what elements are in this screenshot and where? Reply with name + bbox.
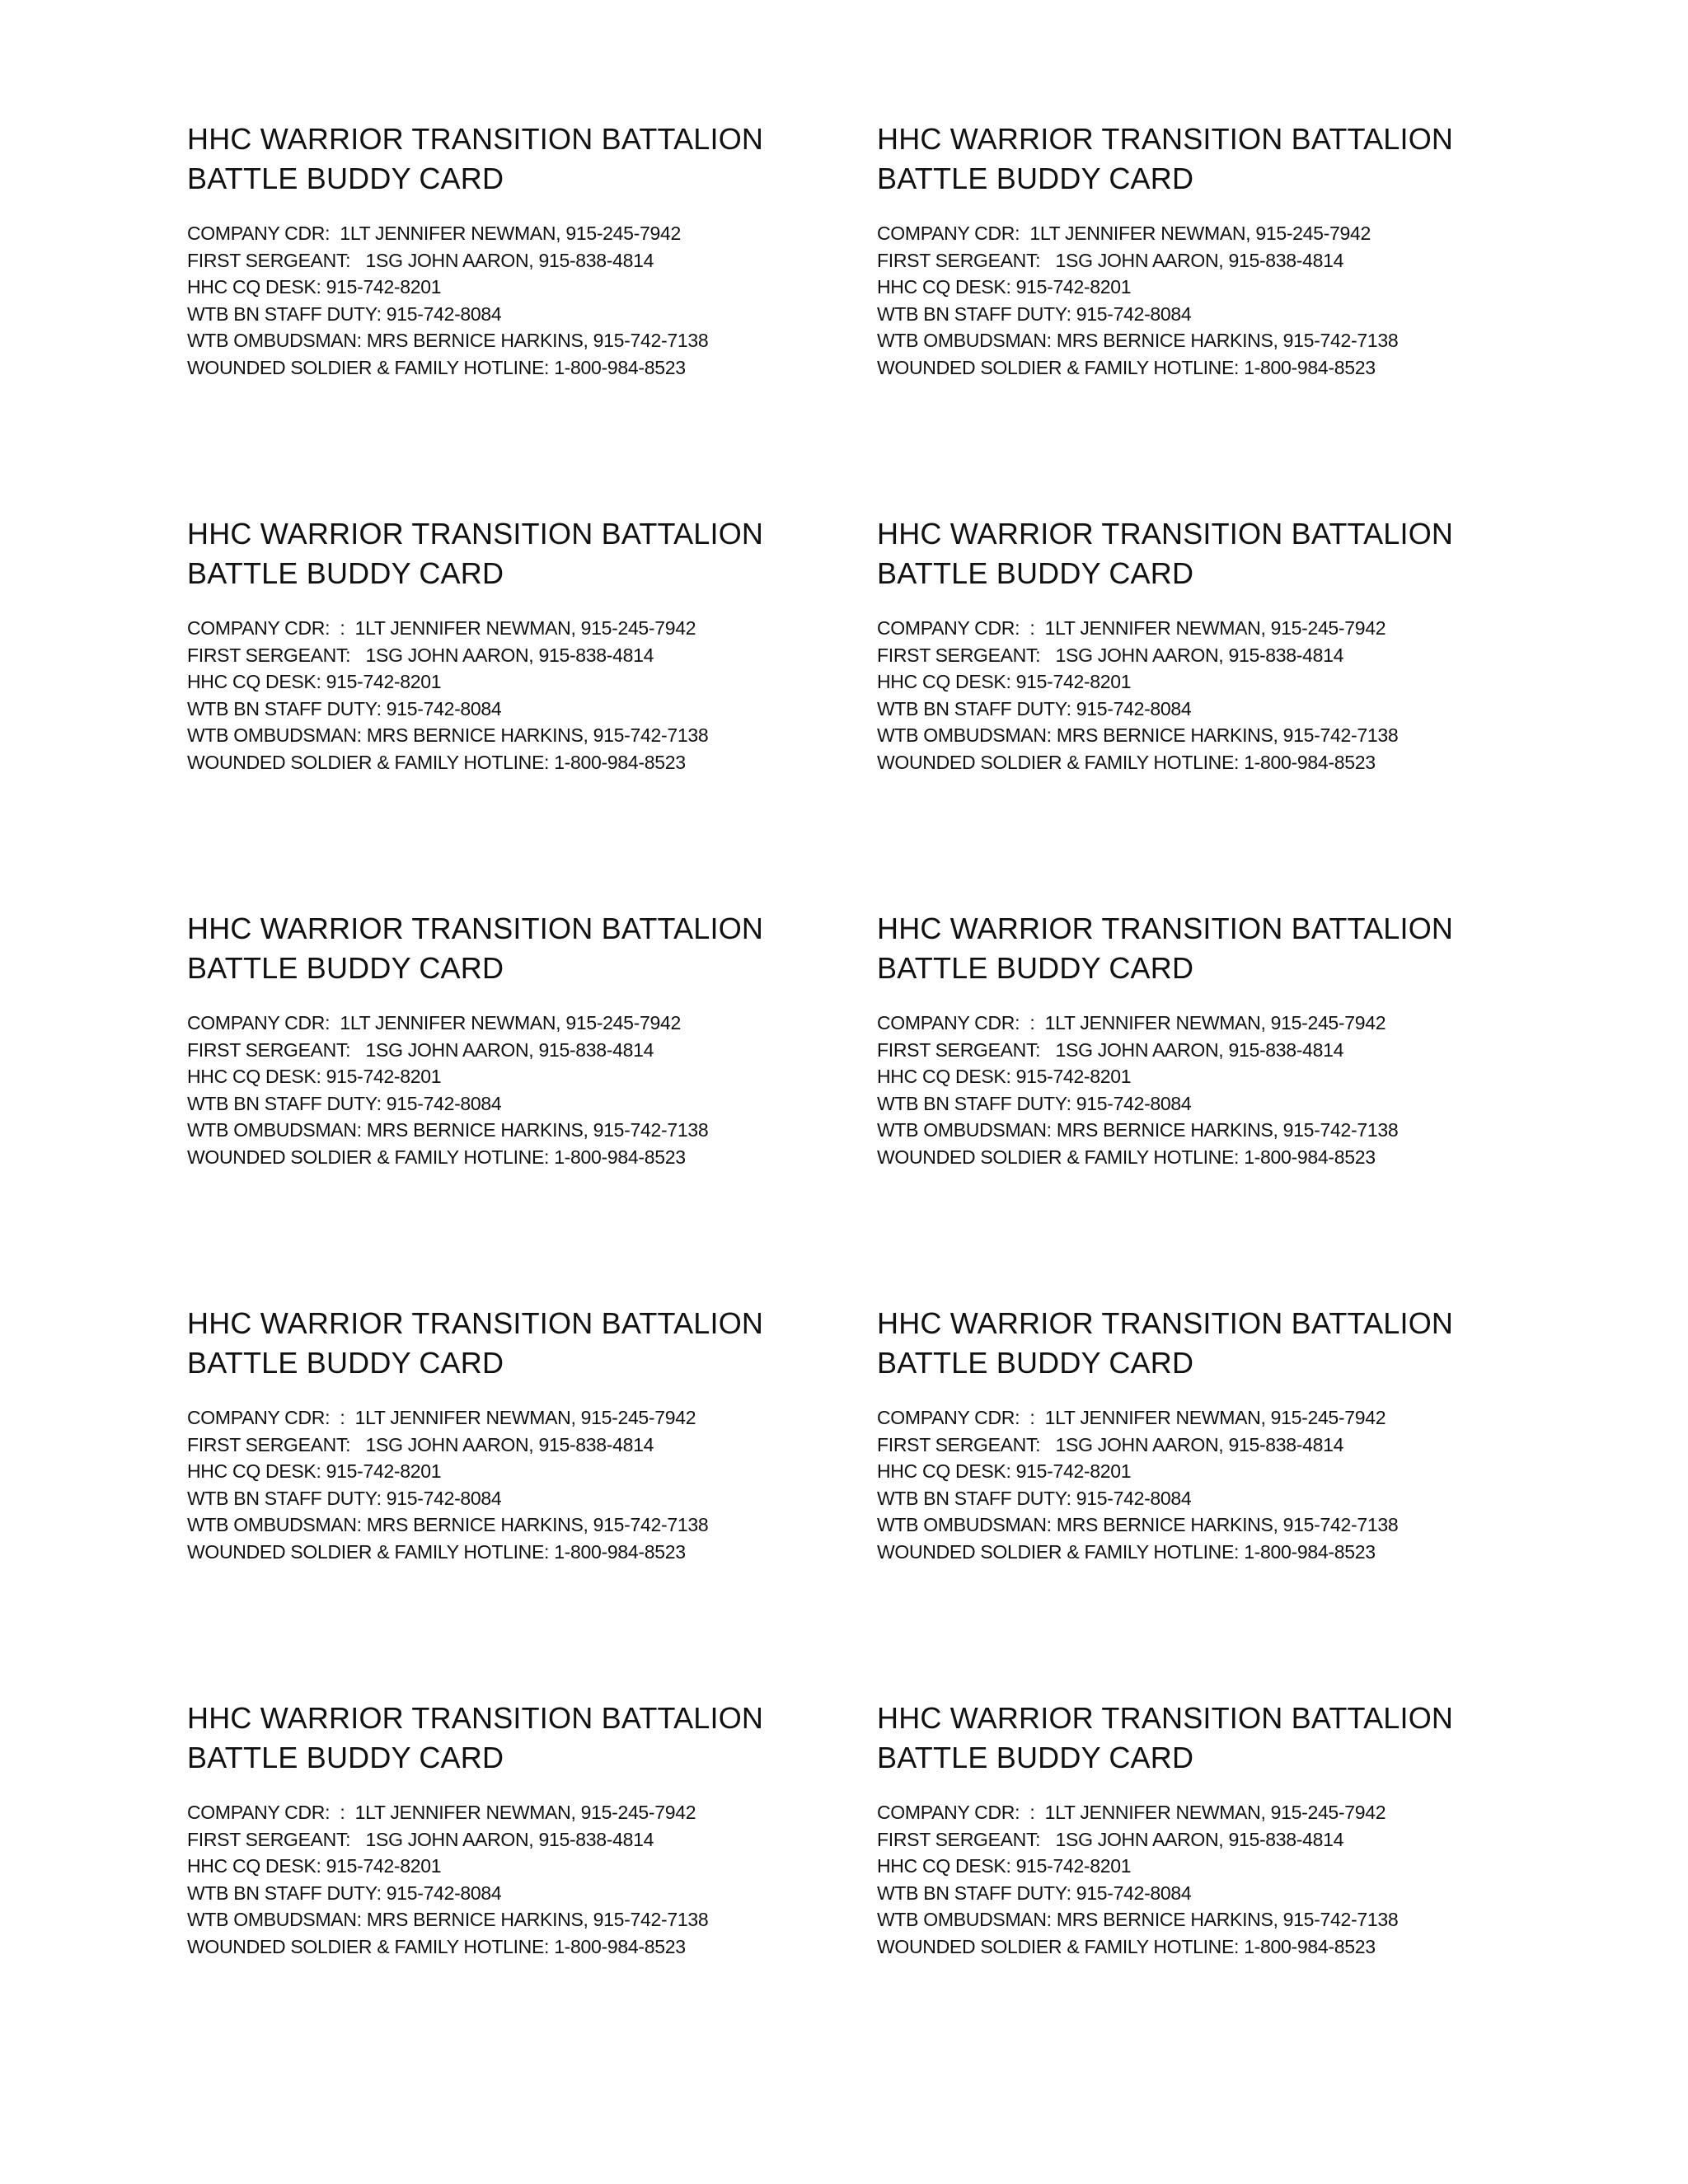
ombudsman-line: WTB OMBUDSMAN: MRS BERNICE HARKINS, 915-742-7138 (877, 724, 1399, 746)
hotline-line: WOUNDED SOLDIER & FAMILY HOTLINE: 1-800-984-8523 (187, 1935, 686, 1957)
card-subtitle: BATTLE BUDDY CARD (187, 1346, 504, 1380)
company-commander-line: COMPANY CDR: : 1LT JENNIFER NEWMAN, 915-245-7942 (187, 617, 696, 639)
staff-duty-line: WTB BN STAFF DUTY: 915-742-8084 (877, 697, 1192, 719)
card-title: HHC WARRIOR TRANSITION BATTALION (187, 1306, 764, 1340)
cq-desk-line: HHC CQ DESK: 915-742-8201 (877, 1066, 1132, 1087)
staff-duty-line: WTB BN STAFF DUTY: 915-742-8084 (877, 1882, 1192, 1904)
staff-duty-line: WTB BN STAFF DUTY: 915-742-8084 (877, 1092, 1192, 1114)
cq-desk-line: HHC CQ DESK: 915-742-8201 (187, 1066, 442, 1087)
card-title: HHC WARRIOR TRANSITION BATTALION (877, 1701, 1454, 1735)
ombudsman-line: WTB OMBUDSMAN: MRS BERNICE HARKINS, 915-742-7138 (187, 724, 709, 746)
card-title: HHC WARRIOR TRANSITION BATTALION (187, 122, 764, 156)
first-sergeant-line: FIRST SERGEANT: 1SG JOHN AARON, 915-838-4814 (187, 1433, 654, 1455)
card-subtitle: BATTLE BUDDY CARD (877, 1741, 1194, 1774)
battle-buddy-card (187, 514, 814, 776)
cq-desk-line: HHC CQ DESK: 915-742-8201 (187, 671, 442, 692)
card-subtitle: BATTLE BUDDY CARD (187, 951, 504, 985)
first-sergeant-line: FIRST SERGEANT: 1SG JOHN AARON, 915-838-4814 (877, 1038, 1344, 1061)
card-title: HHC WARRIOR TRANSITION BATTALION (187, 1701, 764, 1735)
ombudsman-line: WTB OMBUDSMAN: MRS BERNICE HARKINS, 915-742-7138 (187, 1909, 709, 1930)
company-commander-line: COMPANY CDR: 1LT JENNIFER NEWMAN, 915-245-7942 (187, 1012, 681, 1033)
ombudsman-line: WTB OMBUDSMAN: MRS BERNICE HARKINS, 915-742-7138 (877, 1119, 1399, 1141)
cq-desk-line: HHC CQ DESK: 915-742-8201 (877, 276, 1132, 298)
battle-buddy-card (877, 120, 1503, 381)
hotline-line: WOUNDED SOLDIER & FAMILY HOTLINE: 1-800-984-8523 (187, 356, 686, 378)
battle-buddy-card (877, 1304, 1503, 1565)
card-title: HHC WARRIOR TRANSITION BATTALION (877, 1306, 1454, 1340)
card-subtitle: BATTLE BUDDY CARD (187, 162, 504, 195)
hotline-line: WOUNDED SOLDIER & FAMILY HOTLINE: 1-800-984-8523 (187, 1540, 686, 1563)
ombudsman-line: WTB OMBUDSMAN: MRS BERNICE HARKINS, 915-742-7138 (877, 330, 1399, 351)
hotline-line: WOUNDED SOLDIER & FAMILY HOTLINE: 1-800-984-8523 (877, 751, 1376, 773)
first-sergeant-line: FIRST SERGEANT: 1SG JOHN AARON, 915-838-4814 (187, 1828, 654, 1850)
first-sergeant-line: FIRST SERGEANT: 1SG JOHN AARON, 915-838-4814 (187, 1038, 654, 1061)
contact-list (187, 1799, 814, 1960)
company-commander-line: COMPANY CDR: : 1LT JENNIFER NEWMAN, 915-245-7942 (877, 617, 1386, 639)
company-commander-line: COMPANY CDR: : 1LT JENNIFER NEWMAN, 915-245-7942 (877, 1012, 1386, 1033)
contact-list (187, 1010, 814, 1170)
hotline-line: WOUNDED SOLDIER & FAMILY HOTLINE: 1-800-984-8523 (877, 1146, 1376, 1168)
card-subtitle: BATTLE BUDDY CARD (187, 1741, 504, 1774)
battle-buddy-card (877, 909, 1503, 1170)
staff-duty-line: WTB BN STAFF DUTY: 915-742-8084 (187, 1882, 502, 1904)
card-title: HHC WARRIOR TRANSITION BATTALION (877, 912, 1454, 945)
first-sergeant-line: FIRST SERGEANT: 1SG JOHN AARON, 915-838-4814 (877, 1433, 1344, 1455)
battle-buddy-card (187, 1304, 814, 1565)
cq-desk-line: HHC CQ DESK: 915-742-8201 (187, 1460, 442, 1482)
staff-duty-line: WTB BN STAFF DUTY: 915-742-8084 (187, 1092, 502, 1114)
hotline-line: WOUNDED SOLDIER & FAMILY HOTLINE: 1-800-984-8523 (877, 1935, 1376, 1957)
card-title: HHC WARRIOR TRANSITION BATTALION (877, 517, 1454, 551)
hotline-line: WOUNDED SOLDIER & FAMILY HOTLINE: 1-800-984-8523 (187, 751, 686, 773)
cq-desk-line: HHC CQ DESK: 915-742-8201 (187, 276, 442, 298)
cq-desk-line: HHC CQ DESK: 915-742-8201 (187, 1855, 442, 1877)
company-commander-line: COMPANY CDR: : 1LT JENNIFER NEWMAN, 915-245-7942 (187, 1802, 696, 1823)
staff-duty-line: WTB BN STAFF DUTY: 915-742-8084 (877, 1487, 1192, 1509)
ombudsman-line: WTB OMBUDSMAN: MRS BERNICE HARKINS, 915-742-7138 (877, 1514, 1399, 1535)
first-sergeant-line: FIRST SERGEANT: 1SG JOHN AARON, 915-838-4814 (187, 249, 654, 271)
card-subtitle: BATTLE BUDDY CARD (877, 951, 1194, 985)
company-commander-line: COMPANY CDR: 1LT JENNIFER NEWMAN, 915-245-7942 (877, 223, 1371, 244)
battle-buddy-card (187, 1699, 814, 1960)
contact-list (877, 1799, 1503, 1960)
hotline-line: WOUNDED SOLDIER & FAMILY HOTLINE: 1-800-984-8523 (187, 1146, 686, 1168)
cq-desk-line: HHC CQ DESK: 915-742-8201 (877, 1855, 1132, 1877)
first-sergeant-line: FIRST SERGEANT: 1SG JOHN AARON, 915-838-4814 (877, 1828, 1344, 1850)
card-subtitle: BATTLE BUDDY CARD (877, 162, 1194, 195)
ombudsman-line: WTB OMBUDSMAN: MRS BERNICE HARKINS, 915-742-7138 (877, 1909, 1399, 1930)
contact-list (877, 615, 1503, 776)
company-commander-line: COMPANY CDR: 1LT JENNIFER NEWMAN, 915-245-7942 (187, 223, 681, 244)
card-title: HHC WARRIOR TRANSITION BATTALION (187, 912, 764, 945)
cq-desk-line: HHC CQ DESK: 915-742-8201 (877, 1460, 1132, 1482)
battle-buddy-card (187, 909, 814, 1170)
contact-list (877, 220, 1503, 381)
staff-duty-line: WTB BN STAFF DUTY: 915-742-8084 (187, 697, 502, 719)
hotline-line: WOUNDED SOLDIER & FAMILY HOTLINE: 1-800-984-8523 (877, 356, 1376, 378)
hotline-line: WOUNDED SOLDIER & FAMILY HOTLINE: 1-800-984-8523 (877, 1540, 1376, 1563)
card-title: HHC WARRIOR TRANSITION BATTALION (877, 122, 1454, 156)
company-commander-line: COMPANY CDR: : 1LT JENNIFER NEWMAN, 915-245-7942 (877, 1407, 1386, 1428)
staff-duty-line: WTB BN STAFF DUTY: 915-742-8084 (877, 302, 1192, 325)
cq-desk-line: HHC CQ DESK: 915-742-8201 (877, 671, 1132, 692)
battle-buddy-card (187, 120, 814, 381)
company-commander-line: COMPANY CDR: : 1LT JENNIFER NEWMAN, 915-245-7942 (877, 1802, 1386, 1823)
contact-list (187, 615, 814, 776)
ombudsman-line: WTB OMBUDSMAN: MRS BERNICE HARKINS, 915-742-7138 (187, 1514, 709, 1535)
contact-list (187, 1404, 814, 1565)
battle-buddy-card (877, 1699, 1503, 1960)
contact-list (187, 220, 814, 381)
first-sergeant-line: FIRST SERGEANT: 1SG JOHN AARON, 915-838-4814 (877, 249, 1344, 271)
card-subtitle: BATTLE BUDDY CARD (187, 556, 504, 590)
card-title: HHC WARRIOR TRANSITION BATTALION (187, 517, 764, 551)
first-sergeant-line: FIRST SERGEANT: 1SG JOHN AARON, 915-838-4814 (877, 644, 1344, 666)
battle-buddy-card (877, 514, 1503, 776)
card-subtitle: BATTLE BUDDY CARD (877, 556, 1194, 590)
first-sergeant-line: FIRST SERGEANT: 1SG JOHN AARON, 915-838-4814 (187, 644, 654, 666)
ombudsman-line: WTB OMBUDSMAN: MRS BERNICE HARKINS, 915-742-7138 (187, 330, 709, 351)
ombudsman-line: WTB OMBUDSMAN: MRS BERNICE HARKINS, 915-742-7138 (187, 1119, 709, 1141)
staff-duty-line: WTB BN STAFF DUTY: 915-742-8084 (187, 1487, 502, 1509)
company-commander-line: COMPANY CDR: : 1LT JENNIFER NEWMAN, 915-245-7942 (187, 1407, 696, 1428)
contact-list (877, 1010, 1503, 1170)
card-subtitle: BATTLE BUDDY CARD (877, 1346, 1194, 1380)
contact-list (877, 1404, 1503, 1565)
staff-duty-line: WTB BN STAFF DUTY: 915-742-8084 (187, 302, 502, 325)
